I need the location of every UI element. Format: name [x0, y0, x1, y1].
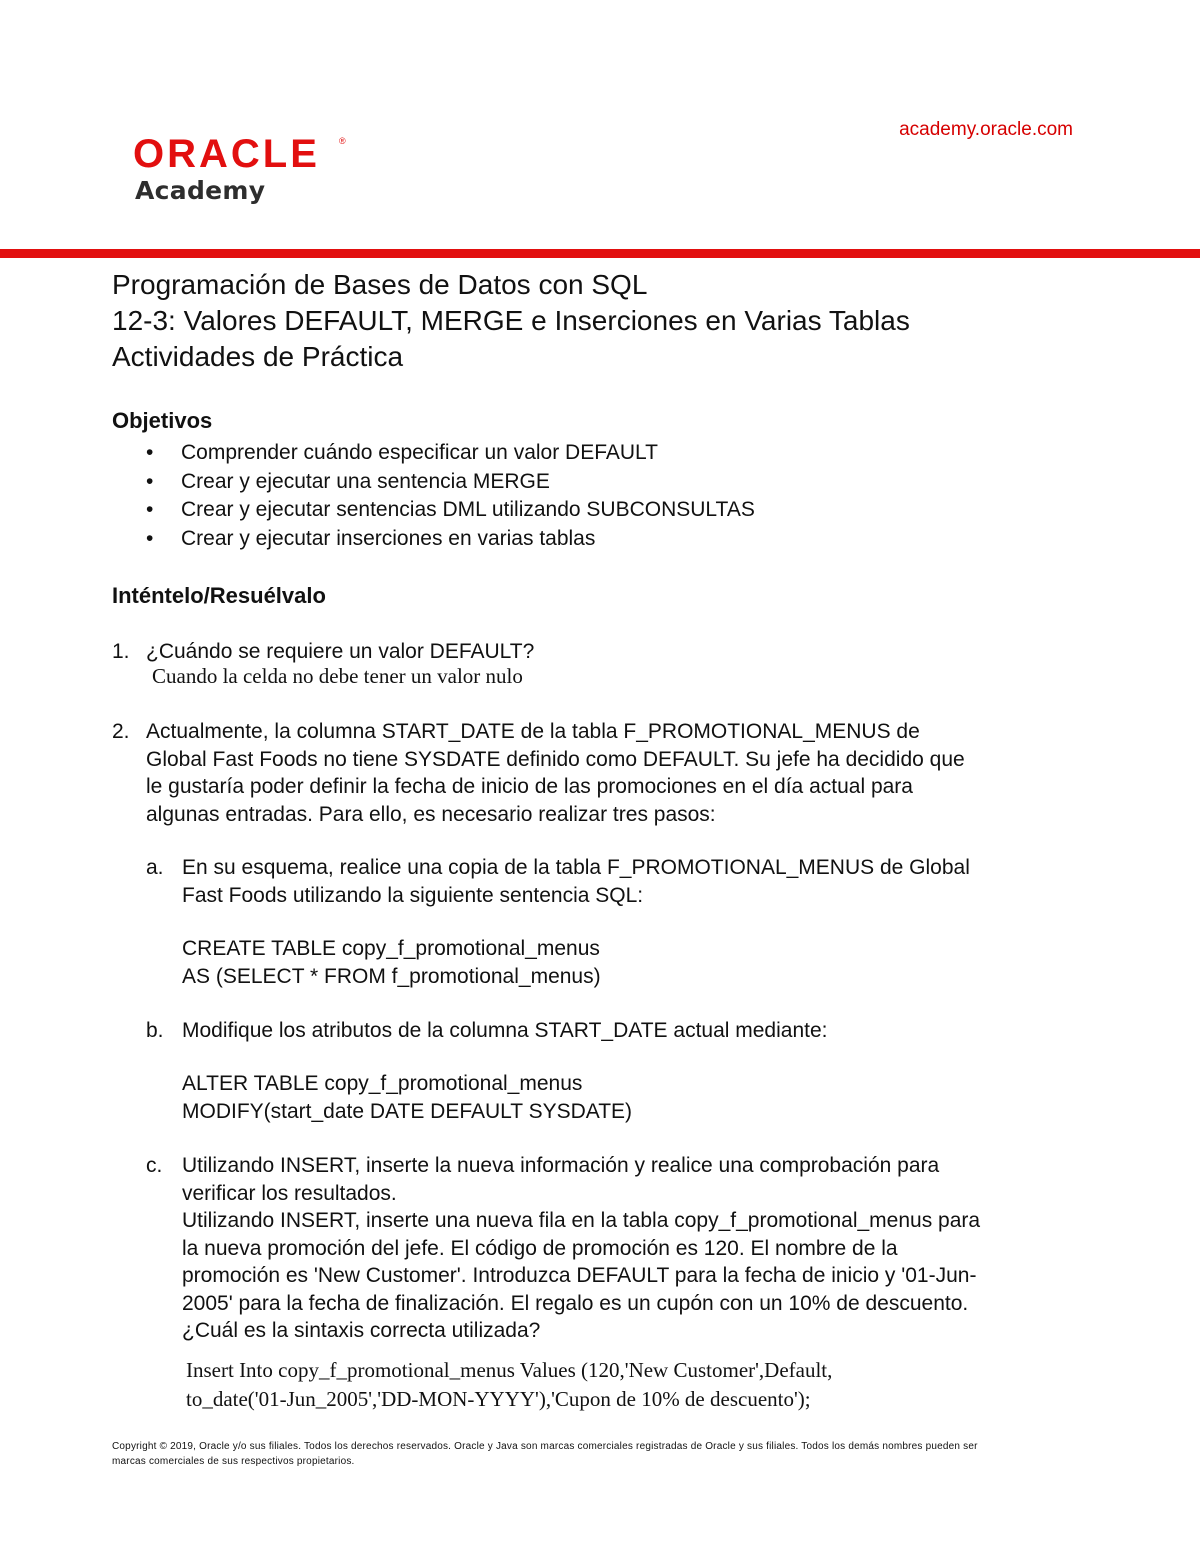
objectives-heading: Objetivos	[112, 408, 213, 433]
question-1-answer: Cuando la celda no debe tener un valor nulo	[152, 664, 523, 688]
activity-title: Actividades de Práctica	[112, 341, 404, 372]
step-b-code	[182, 1070, 632, 1125]
paragraph-line: la nueva promoción del jefe. El código de promoción es 120. El nombre de la	[182, 1236, 898, 1260]
question-2-text	[146, 718, 965, 828]
step-a-letter: a.	[146, 856, 164, 879]
header-divider	[0, 249, 1200, 258]
paragraph-line: algunas entradas. Para ello, es necesario realizar tres pasos:	[146, 802, 716, 826]
registered-mark: ®	[339, 136, 346, 146]
lesson-title: 12-3: Valores DEFAULT, MERGE e Inserciones en Varias Tablas	[112, 305, 910, 336]
practice-heading: Inténtelo/Resuélvalo	[112, 583, 326, 608]
copyright-line: marcas comerciales de sus respectivos propietarios.	[112, 1456, 355, 1467]
paragraph-line: 2005' para la fecha de finalización. El regalo es un cupón con un 10% de descuento.	[182, 1291, 969, 1315]
paragraph-line: le gustaría poder definir la fecha de inicio de las promociones en el día actual para	[146, 775, 913, 798]
step-c-letter: c.	[146, 1154, 163, 1177]
step-c-text	[182, 1152, 980, 1345]
list-item: • Crear y ejecutar sentencias DML utilizando SUBCONSULTAS	[146, 496, 755, 525]
paragraph-line: Utilizando INSERT, inserte la nueva información y realice una comprobación para	[182, 1154, 940, 1177]
code-line: MODIFY(start_date DATE DEFAULT SYSDATE)	[182, 1099, 633, 1123]
step-a-text	[182, 854, 970, 909]
question-1-number: 1.	[112, 640, 130, 663]
logo-wordmark: ORACLE	[133, 132, 320, 176]
list-item: • Crear y ejecutar inserciones en varias tablas	[146, 525, 755, 554]
code-line: AS (SELECT * FROM f_promotional_menus)	[182, 964, 601, 988]
step-c-answer	[186, 1356, 832, 1414]
paragraph-line: Global Fast Foods no tiene SYSDATE definido como DEFAULT. Su jefe ha decidido que	[146, 747, 965, 771]
paragraph-line: En su esquema, realice una copia de la tabla F_PROMOTIONAL_MENUS de Global	[182, 856, 970, 879]
list-item: • Crear y ejecutar una sentencia MERGE	[146, 468, 755, 497]
step-b-text: Modifique los atributos de la columna START_DATE actual mediante:	[182, 1019, 828, 1042]
course-title: Programación de Bases de Datos con SQL	[112, 269, 648, 300]
paragraph-line: verificar los resultados.	[182, 1181, 397, 1205]
code-line: ALTER TABLE copy_f_promotional_menus	[182, 1072, 583, 1095]
list-item: • Comprender cuándo especificar un valor DEFAULT	[146, 439, 755, 468]
copyright-notice	[112, 1439, 1102, 1469]
question-1-text: ¿Cuándo se requiere un valor DEFAULT?	[146, 640, 535, 663]
site-url-link[interactable]: academy.oracle.com	[899, 119, 1073, 140]
paragraph-line: Utilizando INSERT, inserte una nueva fila en la tabla copy_f_promotional_menus para	[182, 1209, 981, 1232]
copyright-line: Copyright © 2019, Oracle y/o sus filiales. Todos los derechos reservados. Oracle y Java son marcas comerciales registradas de Oracle y sus filiales. Todos los demás nombres pueden ser	[112, 1441, 978, 1452]
paragraph-line: Actualmente, la columna START_DATE de la tabla F_PROMOTIONAL_MENUS de	[146, 720, 920, 743]
oracle-academy-logo	[133, 132, 346, 206]
step-a-code	[182, 935, 601, 990]
code-line: CREATE TABLE copy_f_promotional_menus	[182, 937, 600, 960]
objectives-list	[146, 439, 755, 553]
title-block	[112, 267, 910, 375]
answer-line: to_date('01-Jun_2005','DD-MON-YYYY'),'Cupon de 10% de descuento');	[186, 1387, 811, 1411]
paragraph-line: Fast Foods utilizando la siguiente sentencia SQL:	[182, 883, 644, 907]
paragraph-line: promoción es 'New Customer'. Introduzca DEFAULT para la fecha de inicio y '01-Jun-	[182, 1264, 977, 1287]
question-2-number: 2.	[112, 720, 130, 743]
paragraph-line: ¿Cuál es la sintaxis correcta utilizada?	[182, 1319, 541, 1342]
logo-subtitle: Academy	[135, 176, 266, 205]
answer-line: Insert Into copy_f_promotional_menus Values (120,'New Customer',Default,	[186, 1358, 833, 1382]
step-b-letter: b.	[146, 1019, 164, 1042]
